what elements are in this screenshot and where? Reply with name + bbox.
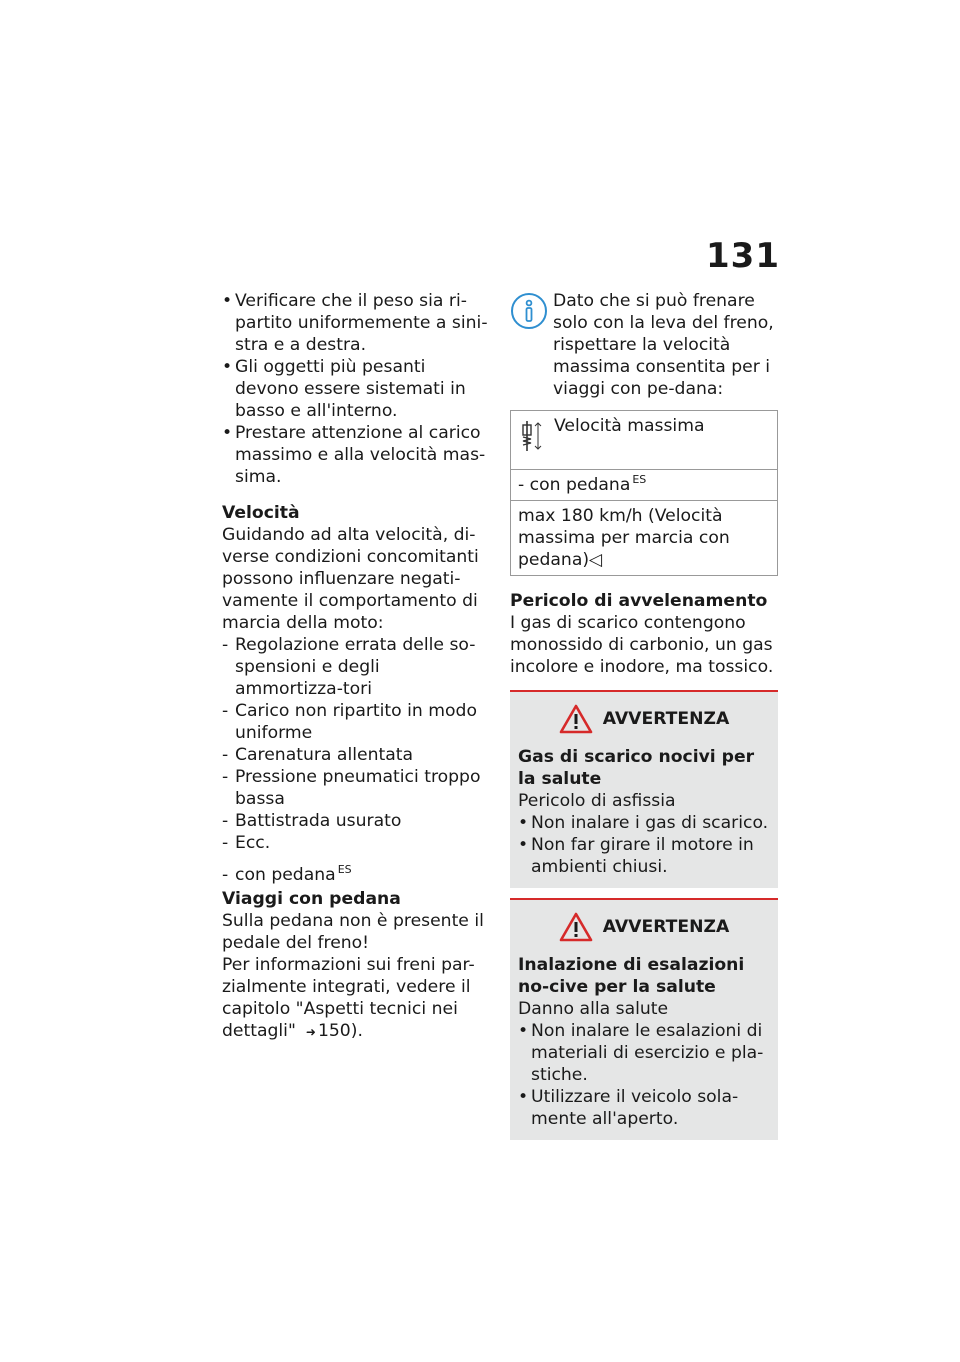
info-note — [510, 290, 778, 400]
poison-text: I gas di scarico contengono monossido di carbonio, un gas incolore e inodore, ma tossico. — [510, 613, 774, 677]
warning-triangle-icon — [559, 704, 593, 734]
option-code: ES — [337, 863, 352, 877]
pedana-text-1: Sulla pedana non è presente il pedale del freno! — [222, 911, 484, 953]
poison-heading: Pericolo di avvelenamento — [510, 591, 768, 611]
warning-box — [510, 690, 778, 888]
list-item: - Carenatura allentata — [222, 744, 490, 766]
warning-title: Inalazione di esalazioni no-cive per la salute — [518, 955, 745, 997]
option-label: con pedana — [235, 865, 336, 885]
pedana-text-2 — [222, 954, 490, 1043]
spec-table — [510, 410, 778, 576]
page-reference[interactable]: 150). — [317, 1021, 363, 1041]
suspension-strut-icon — [518, 419, 546, 453]
left-column — [222, 290, 490, 1043]
list-item: • Utilizzare il veicolo sola-mente all'aperto. — [518, 1086, 770, 1130]
table-header-label: Velocità massima — [554, 416, 705, 436]
info-circle-icon — [510, 292, 548, 330]
right-column — [510, 290, 778, 1140]
list-item: - Pressione pneumatici troppo bassa — [222, 766, 490, 810]
list-item: - Carico non ripartito in modo uniforme — [222, 700, 490, 744]
pedana-option — [222, 864, 490, 886]
list-item: - Regolazione errata delle so-spensioni e degli ammortizza-tori — [222, 634, 490, 700]
warning-triangle-icon — [559, 912, 593, 942]
list-item: • Verificare che il peso sia ri-partito uniformemente a sini-stra e a destra. — [222, 290, 490, 356]
warning-subtitle: Danno alla salute — [518, 999, 669, 1019]
arrow-right-icon: ➜ — [305, 1025, 316, 1039]
list-item: • Prestare attenzione al carico massimo e alla velocità mas-sima. — [222, 422, 490, 488]
speed-heading: Velocità — [222, 503, 300, 523]
warning-box — [510, 898, 778, 1140]
list-item: • Non far girare il motore in ambienti chiusi. — [518, 834, 770, 878]
page-number: 131 — [706, 236, 780, 276]
list-item: • Non inalare le esalazioni di materiali di esercizio e pla-stiche. — [518, 1020, 770, 1086]
warning-label: AVVERTENZA — [602, 917, 730, 937]
option-label: con pedana — [529, 475, 631, 495]
speed-intro: Guidando ad alta velocità, di-verse condizioni concomitanti possono influenzare negati-vamente il comportamento di marcia della moto: — [222, 525, 479, 633]
table-row: max 180 km/h (Velocità massima per marcia con pedana)◁ — [511, 501, 778, 576]
warning-title: Gas di scarico nocivi per la salute — [518, 747, 755, 789]
warning-header — [518, 912, 770, 942]
list-item: • Gli oggetti più pesanti devono essere sistemati in basso e all'interno. — [222, 356, 490, 422]
pedana-heading: Viaggi con pedana — [222, 889, 401, 909]
list-item: • Non inalare i gas di scarico. — [518, 812, 770, 834]
list-item: - Battistrada usurato — [222, 810, 490, 832]
pedana-text-2-body: Per informazioni sui freni par-zialmente integrati, vedere il capitolo "Aspetti tecnici nei dettagli" — [222, 955, 475, 1041]
option-dash: - — [518, 475, 530, 495]
table-header — [511, 411, 778, 470]
list-item: - Ecc. — [222, 832, 490, 854]
option-code: ES — [632, 473, 647, 487]
warning-subtitle: Pericolo di asfissia — [518, 791, 676, 811]
warning-label: AVVERTENZA — [602, 709, 730, 729]
info-note-text: Dato che si può frenare solo con la leva del freno, rispettare la velocità massima consentita per i viaggi con pe-dana: — [553, 291, 774, 399]
warning-header — [518, 704, 770, 734]
table-row — [511, 470, 778, 501]
